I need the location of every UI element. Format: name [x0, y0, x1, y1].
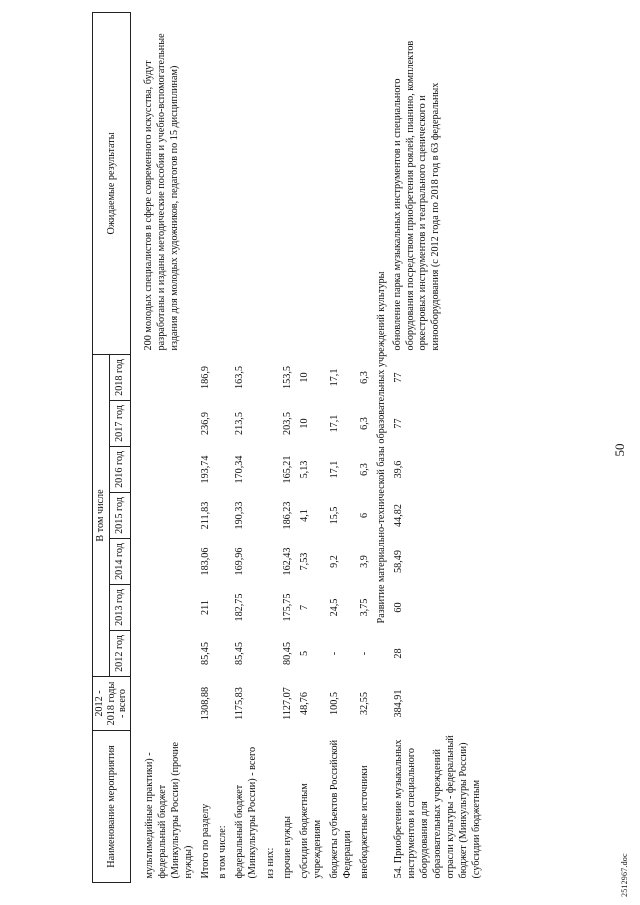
table-row [262, 12, 279, 882]
cell-2014: 7,53 [298, 552, 310, 571]
row-result [262, 12, 279, 354]
cell-2018: 163,5 [234, 366, 246, 389]
header-year-2018: 2018 год [110, 354, 131, 400]
cell-2017 [141, 401, 197, 447]
cell-2012: 85,45 [200, 642, 212, 665]
cell-2018 [214, 354, 231, 400]
row-name: в том числе: [217, 825, 229, 879]
cell-2018 [262, 354, 279, 400]
section-title: Развитие материально-технической базы образовательных учреждений культуры [375, 271, 387, 624]
cell-2015: 211,83 [200, 501, 212, 530]
table-row [231, 12, 261, 882]
cell-2014: 58,49 [392, 550, 404, 573]
cell-2012: - [358, 651, 370, 656]
cell-2016: 6,3 [358, 463, 370, 476]
cell-2016 [262, 447, 279, 493]
table-row [356, 12, 373, 882]
cell-total: 32,55 [358, 692, 370, 715]
cell-2018: 10 [298, 372, 310, 383]
cell-2017 [262, 401, 279, 447]
cell-2017: 77 [392, 418, 404, 429]
cell-2015: 15,5 [328, 506, 340, 525]
cell-total [214, 677, 231, 731]
row-result: обновление парка музыкальных инструментов и специального оборудования посредством приобретения роялей, пианино, комплектов оркестровых инструментов и театрального сценического и кинооборудования (с 2012 года по 2018 год в 63 федеральных [391, 40, 442, 351]
cell-2014: 162,43 [281, 547, 293, 576]
cell-2018: 77 [392, 372, 404, 383]
cell-2013 [214, 585, 231, 631]
cell-2013: 7 [298, 604, 310, 611]
document-code: 2512967.doc [620, 853, 629, 897]
cell-total: 1175,83 [234, 687, 246, 720]
row-result [356, 12, 373, 354]
row-result [279, 12, 296, 354]
cell-2016: 39,6 [392, 460, 404, 479]
header-year-2014: 2014 год [110, 539, 131, 585]
cell-2017 [214, 401, 231, 447]
row-name: Итого по разделу [200, 803, 212, 879]
cell-2015 [214, 493, 231, 539]
row-result: 200 молодых специалистов в сфере современного искусства, будут разработаны и изданы методические пособия и учебно-вспомогательные издания для молодых художников, педагогов по 15 дисциплинам) [143, 33, 180, 351]
header-name: Наименование мероприятия [93, 731, 131, 883]
cell-2012: - [328, 651, 340, 656]
cell-2012 [262, 631, 279, 677]
cell-2012: 85,45 [234, 642, 246, 665]
cell-2013: 3,75 [358, 598, 370, 617]
cell-total [262, 677, 279, 731]
cell-2017: 203,5 [281, 412, 293, 435]
cell-2012: 28 [392, 648, 404, 659]
table-row [390, 12, 485, 882]
cell-2015 [262, 493, 279, 539]
cell-2014: 3,9 [358, 555, 370, 568]
header-year-2016: 2016 год [110, 447, 131, 493]
row-result [231, 12, 261, 354]
header-year-2017: 2017 год [110, 401, 131, 447]
row-result [197, 12, 214, 354]
cell-2016: 17,1 [328, 460, 340, 479]
row-result [296, 12, 326, 354]
cell-2012 [141, 631, 197, 677]
cell-2013 [262, 585, 279, 631]
row-name: федеральный бюджет (Минкультуры России) - всего [234, 746, 259, 879]
table-header [93, 12, 131, 882]
cell-total: 48,76 [298, 692, 310, 715]
cell-total: 1127,07 [281, 687, 293, 720]
cell-2016 [141, 447, 197, 493]
cell-2014 [141, 539, 197, 585]
cell-2018: 186,9 [200, 366, 212, 389]
cell-2012 [214, 631, 231, 677]
cell-2015: 6 [358, 512, 370, 519]
table-row [141, 12, 197, 882]
cell-2013: 60 [392, 602, 404, 613]
header-year-2012: 2012 год [110, 631, 131, 677]
header-year-2015: 2015 год [110, 493, 131, 539]
table-row [197, 12, 214, 882]
header-result: Ожидаемые результаты [93, 12, 131, 354]
cell-2016: 5,13 [298, 460, 310, 479]
section-row [373, 12, 390, 882]
header-year-2013: 2013 год [110, 585, 131, 631]
cell-2018: 6,3 [358, 371, 370, 384]
cell-2012: 5 [298, 650, 310, 657]
cell-2015: 4,1 [298, 509, 310, 522]
cell-2016: 165,21 [281, 455, 293, 484]
row-name: субсидии бюджетным учреждениям [298, 783, 323, 879]
cell-2017: 213,5 [234, 412, 246, 435]
row-name: мультимедийные практики) - федеральный бюджет (Минкультуры России) (прочие нужды) [144, 741, 195, 879]
cell-2015 [141, 493, 197, 539]
cell-total: 384,91 [392, 689, 404, 718]
row-name: прочие нужды [281, 816, 293, 879]
cell-2018: 153,5 [281, 366, 293, 389]
cell-2018: 17,1 [328, 368, 340, 387]
table-row [279, 12, 296, 882]
cell-total [141, 677, 197, 731]
cell-2016: 170,34 [234, 455, 246, 484]
cell-2013: 24,5 [328, 598, 340, 617]
header-in-that: В том числе [93, 354, 110, 676]
cell-2014: 9,2 [328, 555, 340, 568]
row-result [326, 12, 356, 354]
cell-total: 1308,88 [200, 686, 212, 721]
header-total: 2012 - 2018 годы - всего [93, 677, 131, 731]
cell-2015: 186,23 [281, 501, 293, 530]
cell-2013: 175,75 [281, 593, 293, 622]
cell-2017: 17,1 [328, 414, 340, 433]
cell-2013 [141, 585, 197, 631]
cell-2013: 182,75 [234, 593, 246, 622]
cell-2016: 193,74 [200, 455, 212, 484]
cell-2015: 190,33 [234, 501, 246, 530]
row-result [214, 12, 231, 354]
table-row [296, 12, 326, 882]
program-table [92, 12, 485, 883]
cell-2014: 169,96 [234, 547, 246, 576]
cell-2014 [262, 539, 279, 585]
table-row [214, 12, 231, 882]
cell-2017: 236,9 [200, 412, 212, 435]
cell-2012: 80,45 [281, 642, 293, 665]
cell-2014: 183,06 [200, 547, 212, 576]
cell-2013: 211 [200, 600, 212, 615]
cell-2017: 10 [298, 418, 310, 429]
row-name: из них: [264, 847, 276, 879]
cell-2017: 6,3 [358, 417, 370, 430]
cell-2015: 44,82 [392, 504, 404, 527]
cell-total: 100,5 [328, 692, 340, 715]
row-name: внебюджетные источники [358, 765, 370, 879]
cell-2018 [141, 354, 197, 400]
cell-2016 [214, 447, 231, 493]
spacer [131, 12, 142, 882]
cell-2014 [214, 539, 231, 585]
row-name: бюджеты субъектов Российской Федерации [328, 739, 353, 879]
page-number: 50 [612, 443, 627, 457]
table-row [326, 12, 356, 882]
row-name: 54. Приобретение музыкальных инструментов и специального оборудования для образовательных учреждений отрасли культуры - федеральный бюджет (Минкультуры России) (субсидии бюджетным [392, 735, 483, 879]
